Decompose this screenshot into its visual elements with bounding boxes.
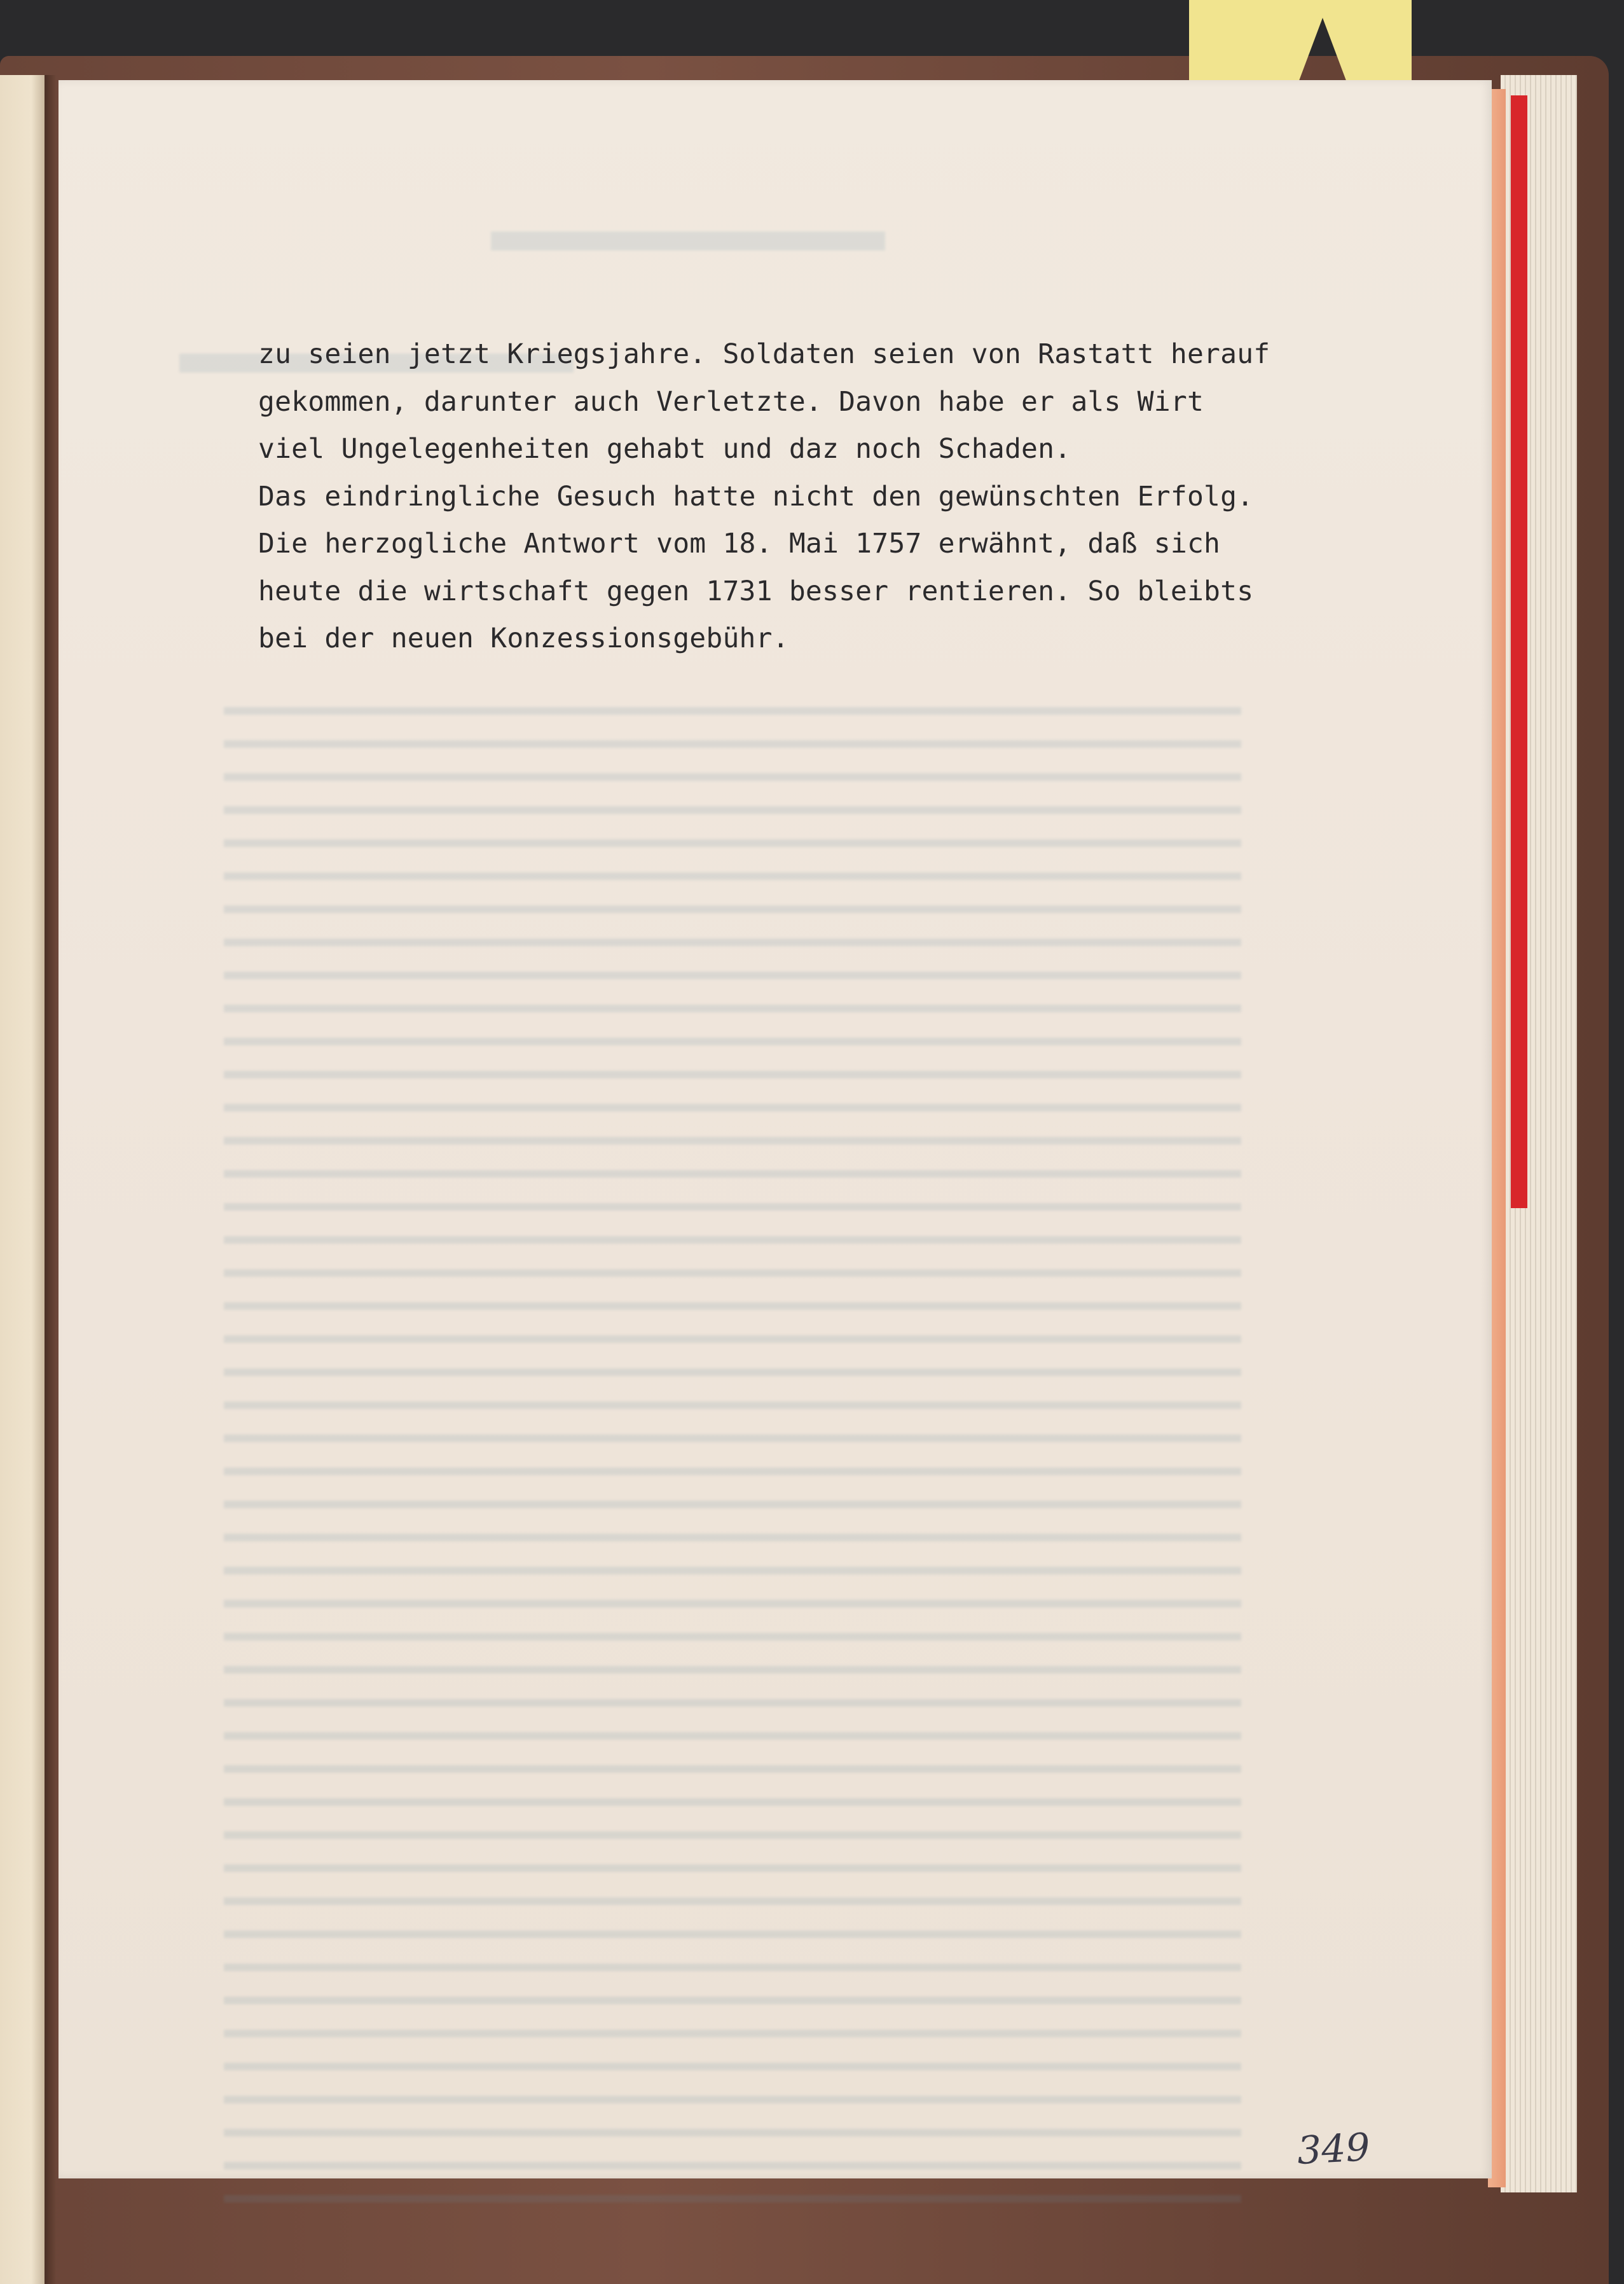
sticky-tab bbox=[1189, 0, 1412, 89]
show-through-text bbox=[224, 691, 1241, 2204]
red-divider-edge bbox=[1511, 95, 1527, 1208]
text-line: Das eindringliche Gesuch hatte nicht den gewünschten Erfolg. bbox=[258, 480, 1254, 513]
text-line: bei der neuen Konzessionsgebühr. bbox=[258, 623, 789, 654]
text-line: heute die wirtschaft gegen 1731 besser rentieren. So bleibts bbox=[258, 575, 1254, 607]
book-gutter bbox=[45, 75, 56, 2284]
typed-text-block bbox=[258, 331, 1441, 663]
show-through-header bbox=[491, 231, 885, 251]
text-line: Die herzogliche Antwort vom 18. Mai 1757 erwähnt, daß sich bbox=[258, 528, 1221, 560]
left-page-edge bbox=[0, 75, 45, 2284]
text-line: zu seien jetzt Kriegsjahre. Soldaten seien von Rastatt herauf bbox=[258, 338, 1270, 370]
text-line: viel Ungelegenheiten gehabt und daz noch Schaden. bbox=[258, 433, 1071, 465]
handwritten-page-number: 349 bbox=[1296, 2125, 1372, 2173]
text-line: gekommen, darunter auch Verletzte. Davon habe er als Wirt bbox=[258, 385, 1204, 418]
